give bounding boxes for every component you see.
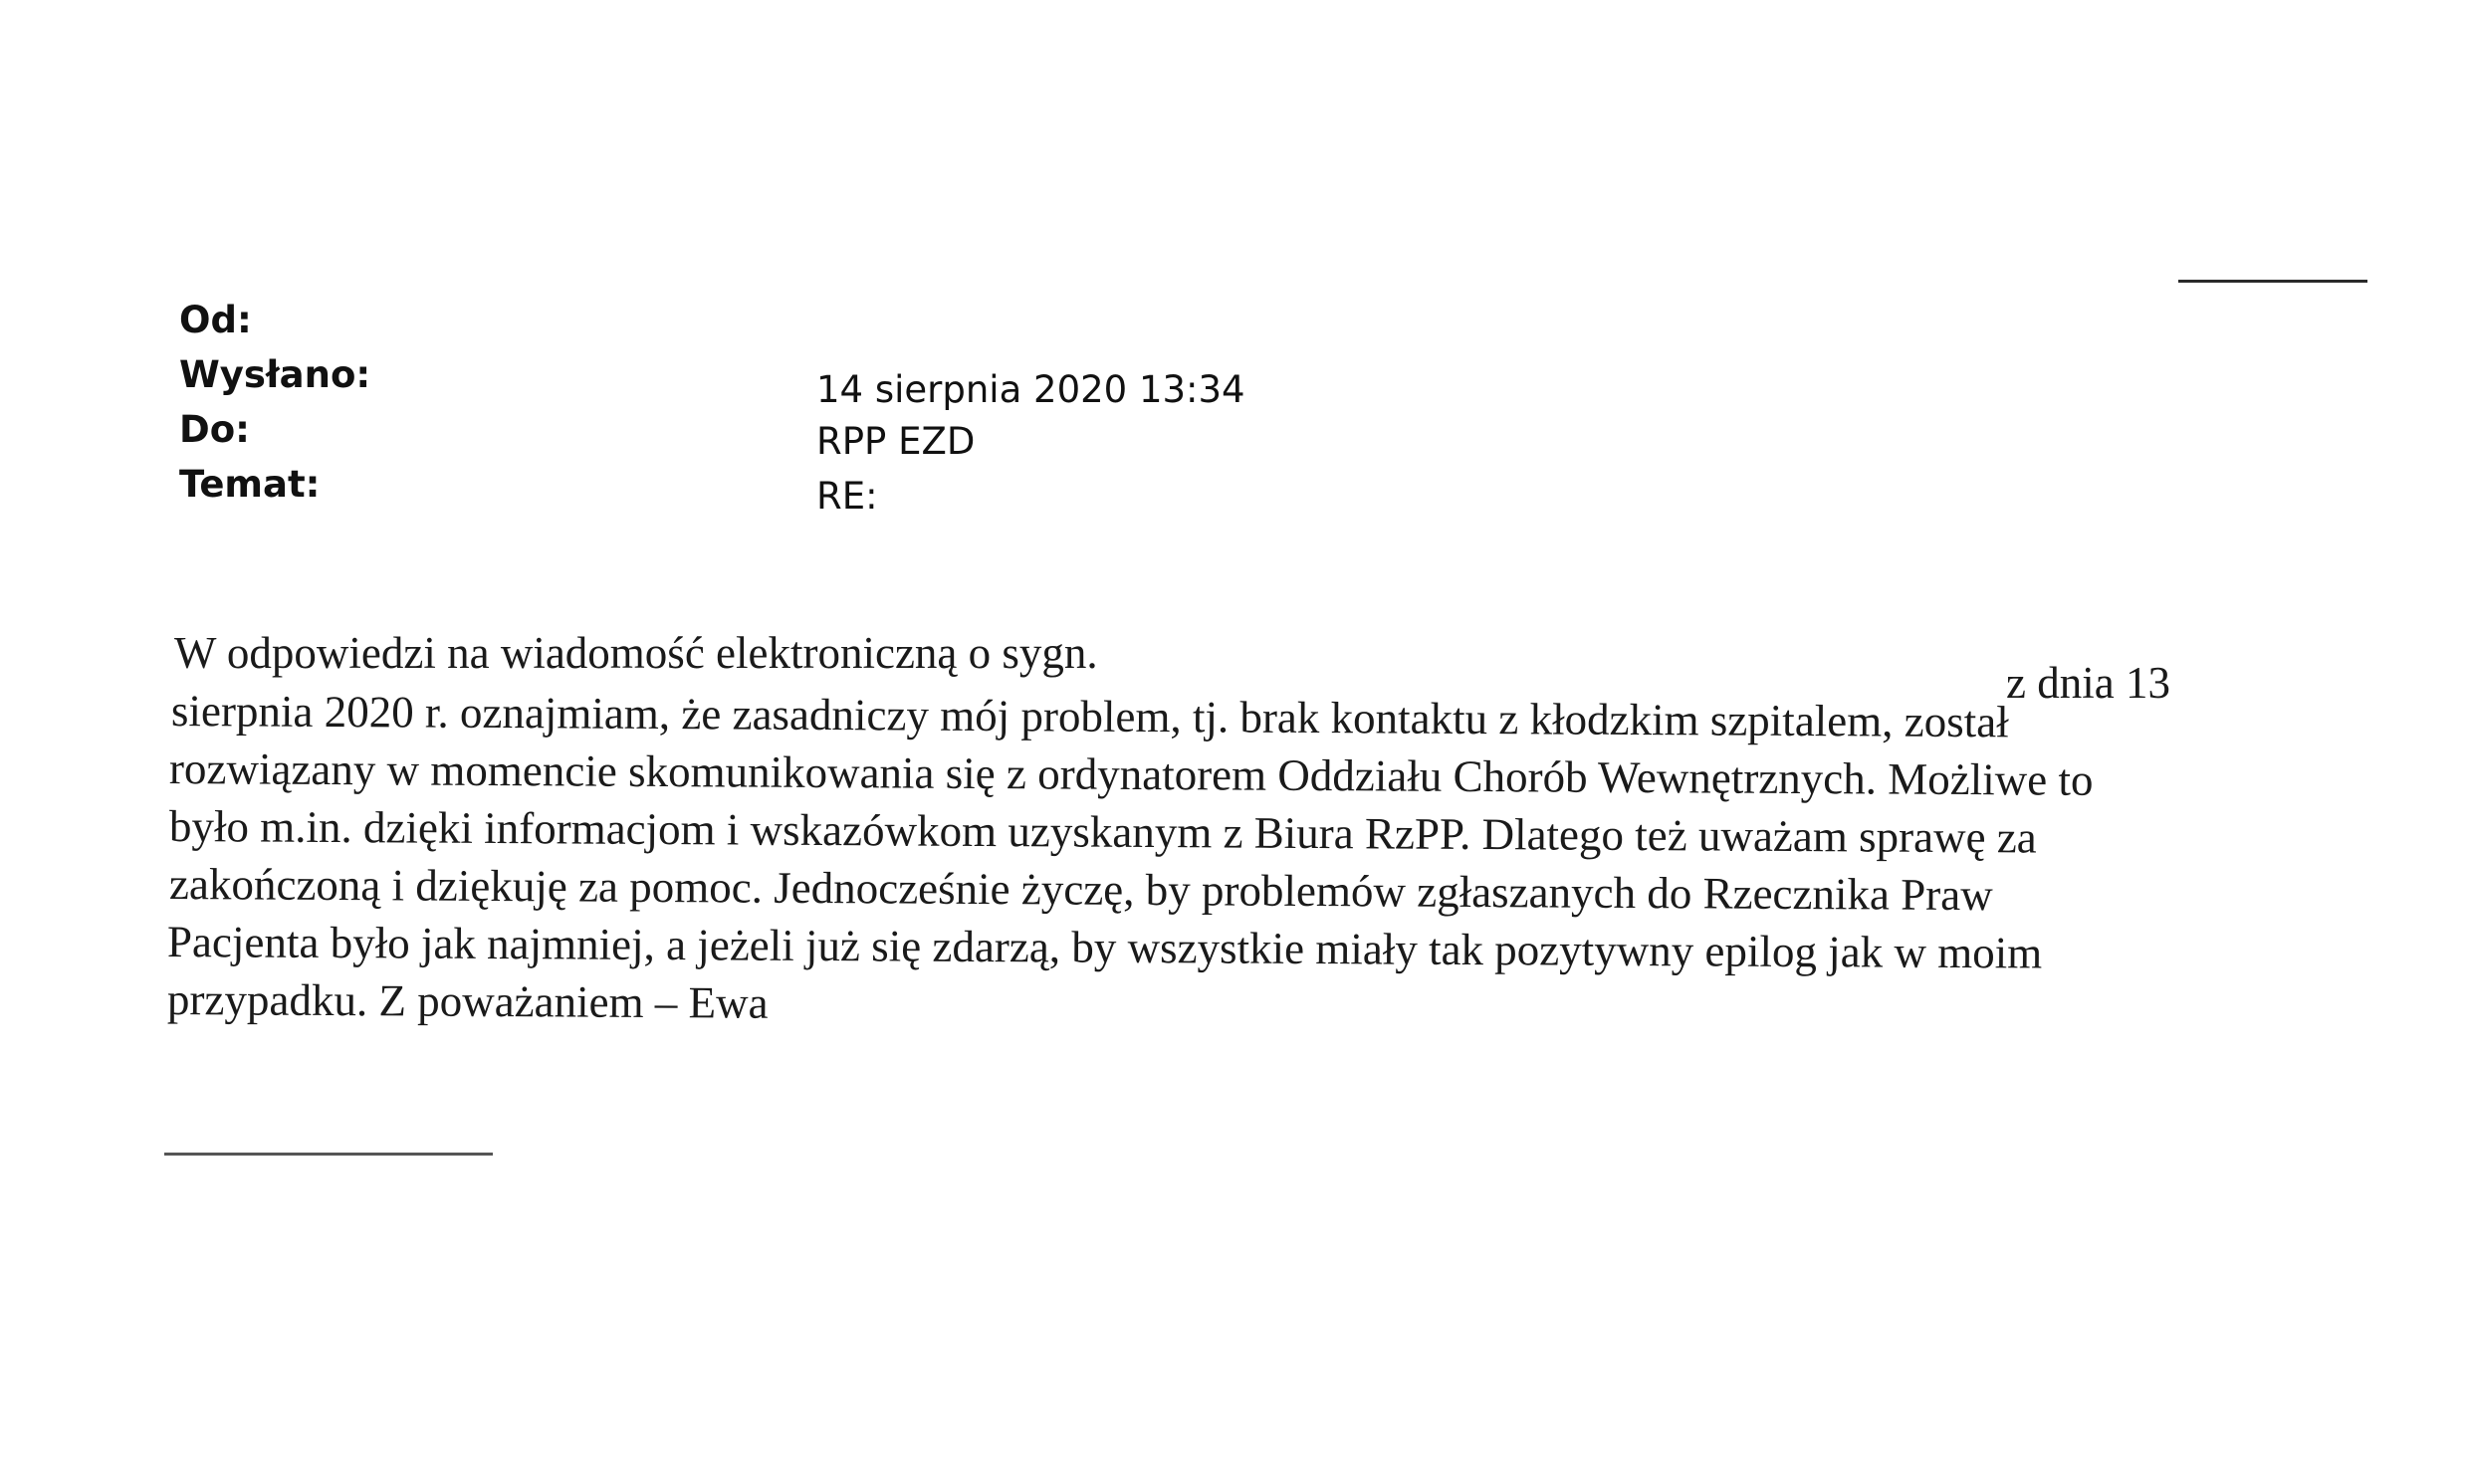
message-line-5: zakończoną i dziękuję za pomoc. Jednocześnie życzę, by problemów zgłaszanych do Rzecznika Praw xyxy=(168,859,1993,921)
message-line-1-end: z dnia 13 xyxy=(2006,658,2170,708)
message-line-3: rozwiązany w momencie skomunikowania się z ordynatorem Oddziału Chorób Wewnętrznych. Możliwe to xyxy=(168,743,2094,805)
sent-value: 14 sierpnia 2020 13:34 xyxy=(816,368,1245,411)
to-label: Do: xyxy=(179,408,250,451)
to-value: RPP EZD xyxy=(816,420,976,463)
message-line-2: sierpnia 2020 r. oznajmiam, że zasadniczy mój problem, tj. brak kontaktu z kłodzkim szpitalem, został xyxy=(170,686,2009,747)
message-line-7: przypadku. Z poważaniem – Ewa xyxy=(166,974,769,1028)
sent-label: Wysłano: xyxy=(179,353,371,396)
from-label: Od: xyxy=(179,299,252,341)
message-line-4: było m.in. dzięki informacjom i wskazówkom uzyskanym z Biura RzPP. Dlatego też uważam sprawę za xyxy=(168,801,2037,863)
message-line-1: W odpowiedzi na wiadomość elektroniczną o sygn. xyxy=(174,628,1098,678)
message-line-6: Pacjenta było jak najmniej, a jeżeli już się zdarzą, by wszystkie miały tak pozytywny epilog jak w moim xyxy=(166,917,2043,978)
bottom-separator-line xyxy=(164,1153,493,1156)
subject-value: RE: xyxy=(816,475,878,518)
top-separator-line xyxy=(2178,280,2367,283)
subject-label: Temat: xyxy=(179,463,321,506)
